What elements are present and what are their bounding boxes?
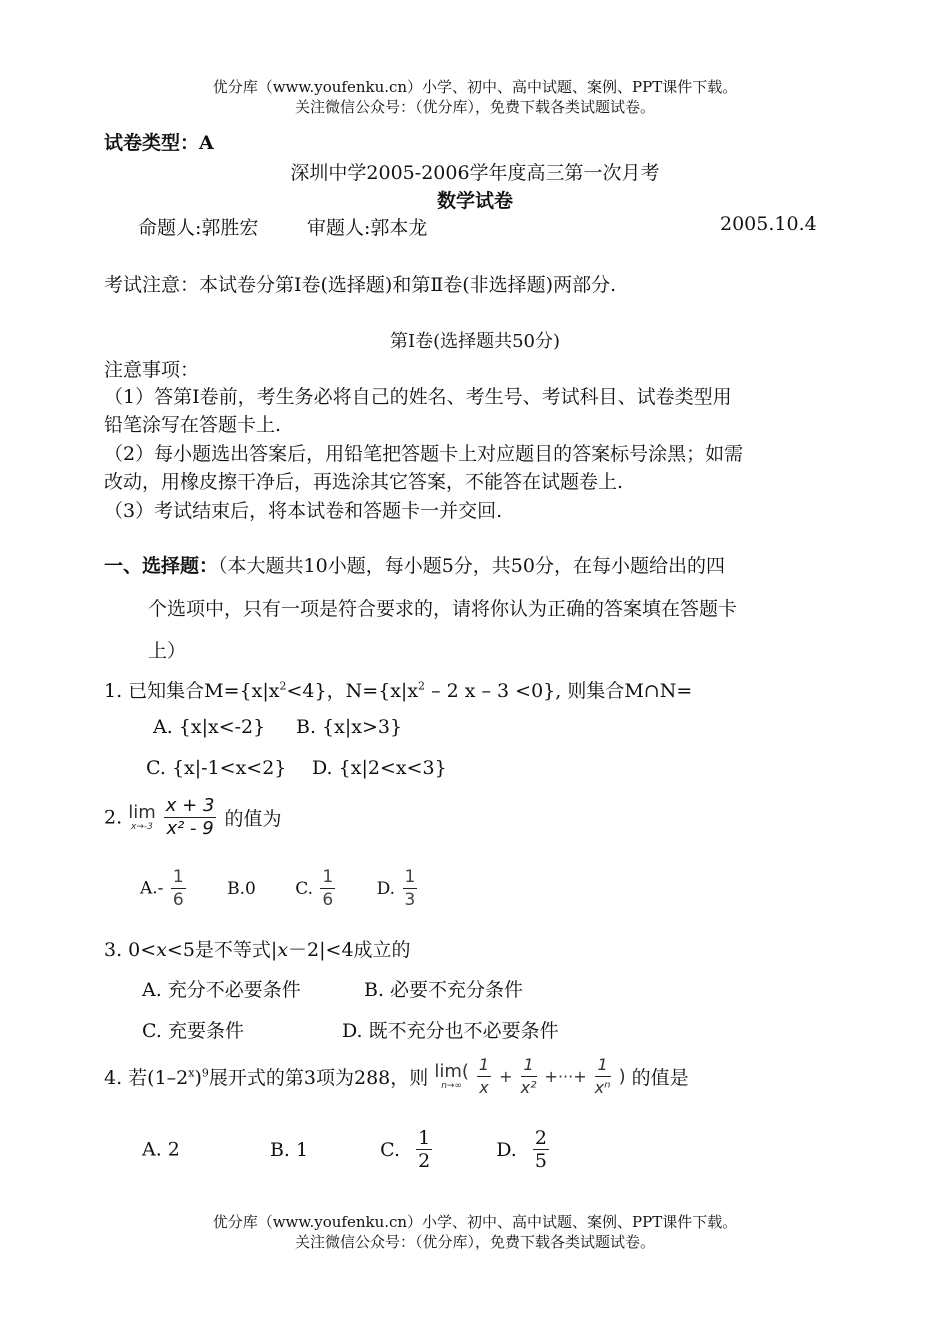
q4-stem-b: ) xyxy=(194,1067,202,1089)
q2-tail: 的值为 xyxy=(224,808,282,830)
q1-option-b: B. {x|x>3} xyxy=(296,716,403,738)
q4-t3-den: xⁿ xyxy=(594,1078,611,1097)
q4-lim-word: lim( xyxy=(434,1060,469,1082)
q2-limit xyxy=(128,801,156,832)
q4-close-paren: ) xyxy=(618,1066,626,1087)
notice-heading: 注意事项： xyxy=(104,359,200,381)
q2-a-num: 1 xyxy=(172,867,184,887)
section1-intro xyxy=(104,551,725,578)
author: 命题人:郭胜宏 xyxy=(138,217,259,239)
exam-title: 深圳中学2005-2006学年度高三第一次月考 xyxy=(290,162,660,184)
q1-sup-1: 2 xyxy=(279,679,287,693)
q2-option-c-frac xyxy=(320,866,335,911)
q3-var-2: x xyxy=(277,939,289,961)
q2-frac-den: x² - 9 xyxy=(166,818,214,839)
q3-stem-a: 3. 0< xyxy=(104,939,157,961)
q4-plus-1: + xyxy=(499,1067,513,1086)
q2-a-den: 6 xyxy=(172,890,184,910)
q2-options xyxy=(140,866,419,911)
q4-option-d-label: D. xyxy=(496,1138,517,1161)
q2-lim-sub: x→-3 xyxy=(131,821,153,832)
exam-note: 考试注意：本试卷分第Ⅰ卷(选择题)和第Ⅱ卷(非选择题)两部分. xyxy=(104,274,617,296)
q3-option-a: A. 充分不必要条件 xyxy=(142,979,301,1001)
exam-date: 2005.10.4 xyxy=(720,213,817,235)
section1-desc-2: 个选项中，只有一项是符合要求的，请将你认为正确的答案填在答题卡 xyxy=(148,598,738,620)
q2-frac-num: x + 3 xyxy=(165,795,215,816)
q2-c-num: 1 xyxy=(322,867,334,887)
q4-term-2 xyxy=(521,1054,537,1099)
reviewer: 审题人:郭本龙 xyxy=(307,217,428,239)
q3-option-b: B. 必要不充分条件 xyxy=(364,979,524,1001)
q4-term-1 xyxy=(477,1054,491,1099)
q3-option-d: D. 既不充分也不必要条件 xyxy=(342,1020,559,1042)
q1-stem-b: <4}，N={x|x xyxy=(286,680,419,702)
q4-term-3 xyxy=(595,1054,611,1099)
section1-desc-3: 上） xyxy=(148,640,187,662)
q4-t1-num: 1 xyxy=(477,1054,491,1077)
q4-option-d-frac xyxy=(533,1127,549,1172)
q2-option-b: B.0 xyxy=(227,878,256,899)
subject-title: 数学试卷 xyxy=(436,190,513,212)
q3-option-c: C. 充要条件 xyxy=(142,1020,244,1042)
q4-t3-num: 1 xyxy=(595,1054,611,1077)
q1-sup-2: 2 xyxy=(418,679,426,693)
q1-option-d: D. {x|2<x<3} xyxy=(312,757,447,779)
header-line-1: 优分库（www.youfenku.cn）小学、初中、高中试题、案例、PPT课件下载。 xyxy=(212,78,738,96)
q4-d-num: 2 xyxy=(534,1127,547,1149)
q4-c-den: 2 xyxy=(418,1150,431,1172)
q1-stem-a: 1. 已知集合M={x|x xyxy=(104,680,280,702)
q2-option-d-frac xyxy=(403,866,418,911)
q4-limit xyxy=(434,1060,469,1091)
header-line-2: 关注微信公众号：（优分库），免费下载各类试题试卷。 xyxy=(294,98,655,116)
q2-number: 2. xyxy=(104,806,123,829)
q2-option-d-label: D. xyxy=(376,878,396,899)
q2-c-den: 6 xyxy=(322,890,334,910)
q4-t2-num: 1 xyxy=(521,1054,537,1077)
q1-option-c: C. {x|-1<x<2} xyxy=(146,757,287,779)
q1-stem-c: – 2 x – 3 <0}, 则集合M∩N= xyxy=(425,680,693,702)
q3-stem-c: －2|<4成立的 xyxy=(288,939,411,961)
notice-3: （3）考试结束后，将本试卷和答题卡一并交回. xyxy=(104,500,503,522)
q4-options xyxy=(142,1127,551,1181)
paper-type: 试卷类型：A xyxy=(104,132,214,154)
q3-var-1: x xyxy=(156,939,167,961)
q4-t2-den: x² xyxy=(520,1078,537,1097)
section1-desc-1: （本大题共10小题，每小题5分，共50分，在每小题给出的四 xyxy=(218,555,725,577)
question-1-stem xyxy=(104,676,692,703)
q4-stem-prefix xyxy=(104,1067,428,1089)
q4-sup-x: x xyxy=(188,1066,195,1080)
q4-option-c-frac xyxy=(416,1127,432,1172)
notice-2b: 改动，用橡皮擦干净后，再选涂其它答案，不能答在试题卷上. xyxy=(104,471,624,493)
q4-dots: +···+ xyxy=(544,1067,587,1086)
q2-option-a-frac xyxy=(171,866,186,911)
question-2-stem xyxy=(104,795,281,851)
q4-stem-a: 4. 若(1–2 xyxy=(104,1067,189,1089)
q2-d-num: 1 xyxy=(404,867,416,887)
q2-option-a-label: A.- xyxy=(140,878,164,899)
q4-option-c-label: C. xyxy=(380,1138,401,1161)
footer-line-2: 关注微信公众号：（优分库），免费下载各类试题试卷。 xyxy=(294,1233,655,1251)
q4-tail: 的值是 xyxy=(631,1067,689,1089)
question-3-stem xyxy=(104,935,411,962)
q4-lim-sub: n→∞ xyxy=(441,1080,462,1091)
notice-2a: （2）每小题选出答案后，用铅笔把答题卡上对应题目的答案标号涂黑；如需 xyxy=(104,443,744,465)
section1-label: 一、选择题： xyxy=(104,555,219,577)
q2-d-den: 3 xyxy=(404,890,416,910)
notice-1a: （1）答第Ⅰ卷前，考生务必将自己的姓名、考生号、考试科目、试卷类型用 xyxy=(104,386,732,408)
q4-t1-den: x xyxy=(479,1078,489,1097)
q2-option-c-label: C. xyxy=(295,878,314,899)
q3-stem-b: <5是不等式| xyxy=(166,939,278,961)
part1-title: 第Ⅰ卷(选择题共50分) xyxy=(389,331,561,352)
q4-option-a: A. 2 xyxy=(142,1138,180,1161)
question-4-stem xyxy=(104,1054,689,1110)
footer-line-1: 优分库（www.youfenku.cn）小学、初中、高中试题、案例、PPT课件下载。 xyxy=(212,1213,738,1231)
notice-1b: 铅笔涂写在答题卡上. xyxy=(104,414,282,436)
q2-fraction xyxy=(164,795,217,840)
q4-stem-c: 展开式的第3项为288，则 xyxy=(208,1067,429,1089)
q4-c-num: 1 xyxy=(418,1127,431,1149)
q4-d-den: 5 xyxy=(534,1150,547,1172)
q4-sup-9: 9 xyxy=(201,1066,209,1080)
q2-lim-word: lim xyxy=(128,801,156,823)
q1-option-a: A. {x|x<-2} xyxy=(153,716,266,738)
q4-option-b: B. 1 xyxy=(269,1138,309,1161)
